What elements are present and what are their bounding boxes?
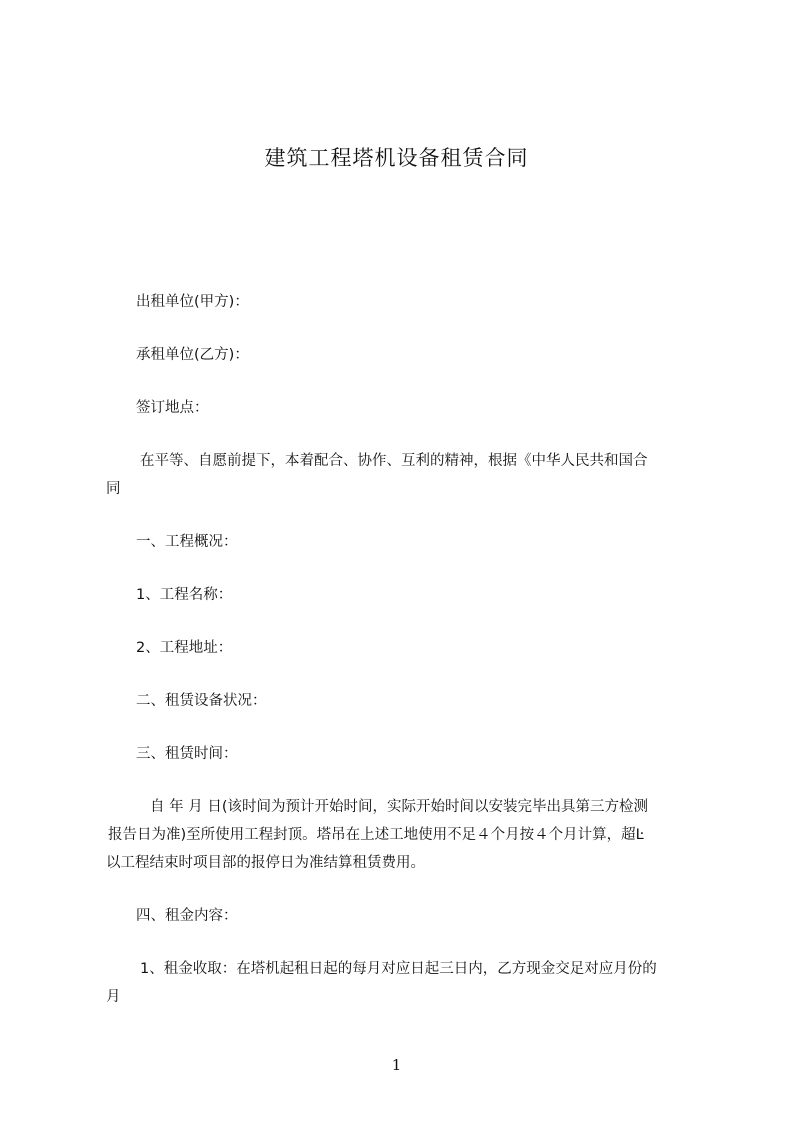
lessor-line: 出租单位(甲方)： [136,294,249,310]
section-4-heading: 四、租金内容： [136,908,238,924]
project-address-line: 2、工程地址： [136,640,233,656]
preamble-line-1: 在平等、自愿前提下，本着配合、协作、互利的精神，根据《中华人民共和国合 [140,453,648,469]
section-2-heading: 二、租赁设备状况： [136,693,267,709]
section-3-heading: 三、租赁时间： [136,746,238,762]
page-number: 1 [391,1056,402,1074]
lease-period-line-2: 报告日为准)至所使用工程封顶。塔吊在上述工地使用不足４个月按４个月计算，超Ŀ [108,827,644,843]
signing-place-line: 签订地点： [136,400,209,416]
project-name-line: 1、工程名称： [136,587,233,603]
document-title: 建筑工程塔机设备租赁合同 [264,146,529,170]
lease-period-line-3: 以工程结束时项目部的报停日为准结算租赁费用。 [106,855,425,871]
preamble-line-2: 同 [106,481,121,497]
rent-collection-line-1: 1、租金收取：在塔机起租日起的每月对应日起三日内，乙方现金交足对应月份的 [140,961,657,977]
lessee-line: 承租单位(乙方)： [136,347,249,363]
section-1-heading: 一、工程概况： [136,534,238,550]
rent-collection-line-2: 月 [106,989,121,1005]
lease-period-line-1: 自 年 月 日(该时间为预计开始时间，实际开始时间以安装完毕出具第三方检测 [150,799,648,815]
